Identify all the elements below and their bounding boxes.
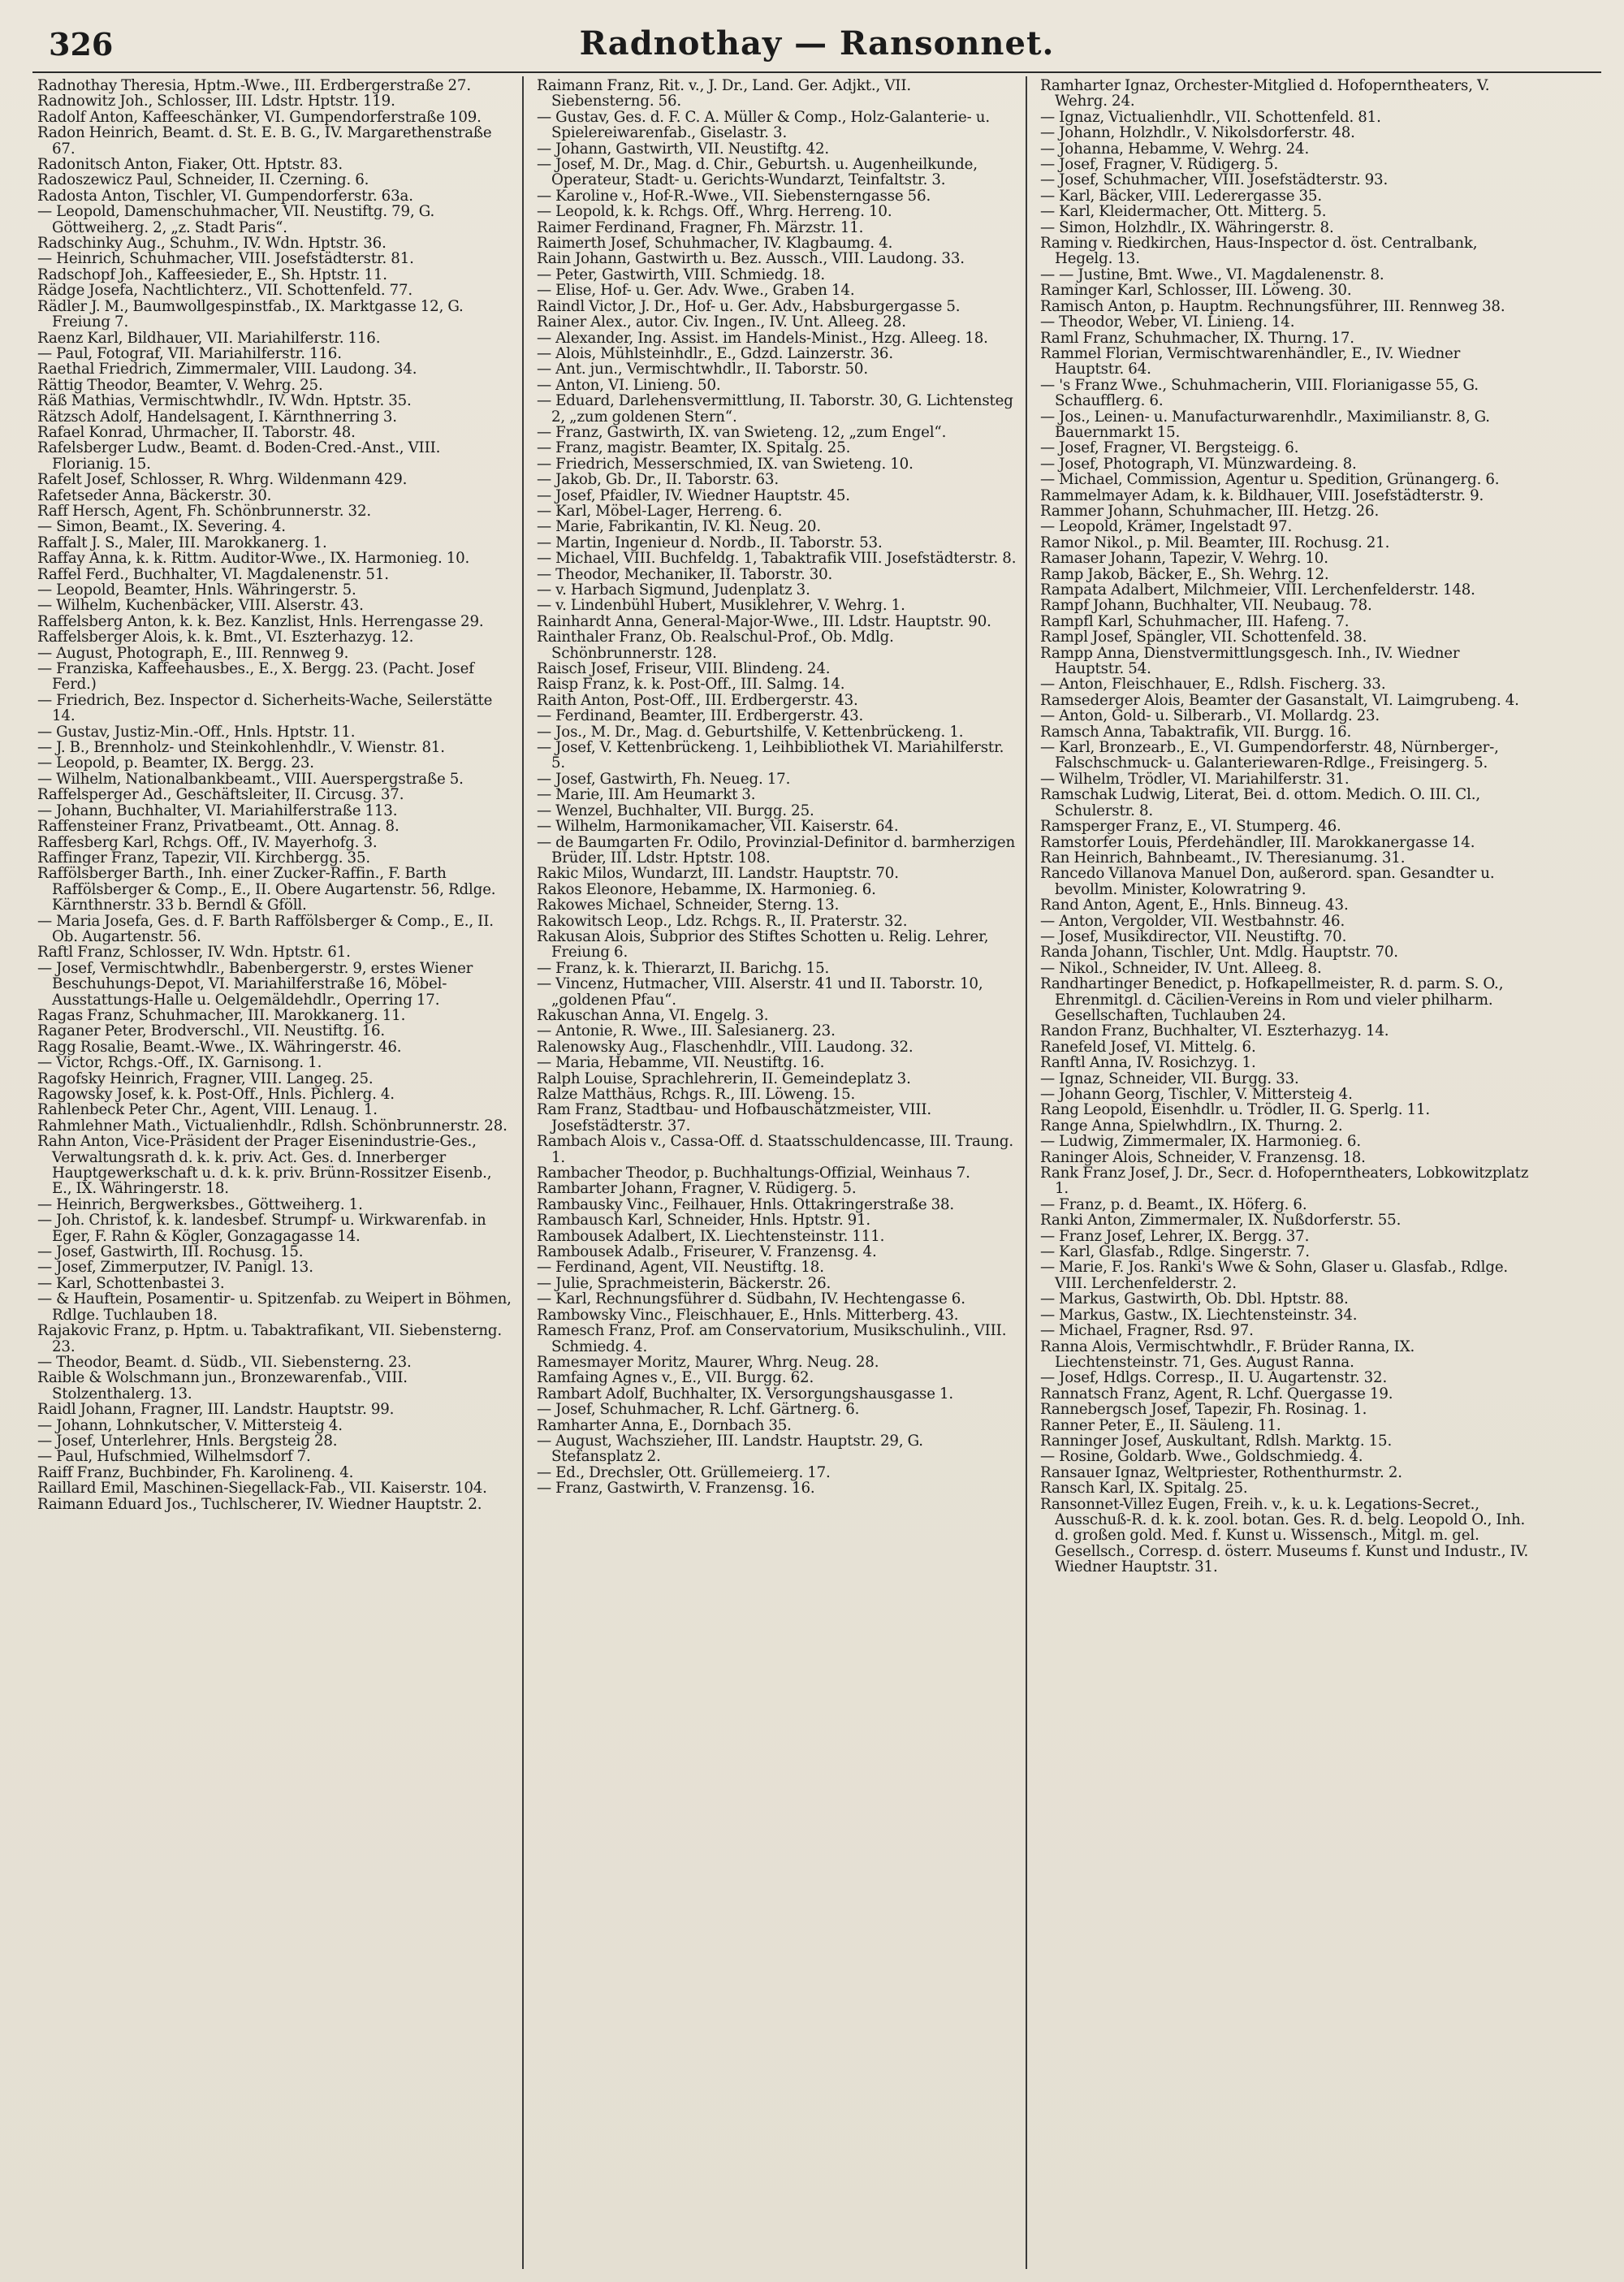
directory-entry: Randhartinger Benedict, p. Hofkapellmeister, R. d. parm. S. O., Ehrenmitgl. d. Cäcilien-Vereins in Rom und vieler philharm. Gesellschaften, Tuchlauben 24.	[1040, 975, 1504, 1024]
directory-entry: — Josef, Hdlgs. Corresp., II. U. Augartenstr. 32.	[1040, 1369, 1388, 1387]
directory-entry: Ran Heinrich, Bahnbeamt., IV. Theresianumg. 31.	[1040, 849, 1406, 867]
directory-entry: — Josef, M. Dr., Mag. d. Chir., Geburtsh. u. Augenheilkunde, Operateur, Stadt- u. Gerichts-Wundarzt, Teinfaltstr. 3.	[537, 156, 978, 189]
directory-entry: — Ferdinand, Beamter, III. Erdbergerstr. 43.	[537, 707, 864, 725]
directory-entry: Radolf Anton, Kaffeeschänker, VI. Gumpendorferstraße 109.	[37, 108, 482, 126]
directory-entry: — Jakob, Gb. Dr., II. Taborstr. 63.	[537, 471, 779, 489]
directory-entry: Ranner Peter, E., II. Säuleng. 11.	[1040, 1416, 1281, 1434]
directory-entry: Raffel Ferd., Buchhalter, VI. Magdalenenstr. 51.	[37, 565, 389, 583]
directory-entry: Raible & Wolschmann jun., Bronzewarenfab., VIII. Stolzenthalerg. 13.	[37, 1369, 408, 1402]
directory-entry: — Franziska, Kaffeehausbes., E., X. Bergg. 23. (Pacht. Josef Ferd.)	[37, 660, 474, 694]
directory-entry: — Anton, Gold- u. Silberarb., VI. Mollardg. 23.	[1040, 707, 1380, 725]
directory-entry: Rambarter Johann, Fragner, V. Rüdigerg. 5.	[537, 1180, 857, 1198]
directory-entry: — Antonie, R. Wwe., III. Salesianerg. 23.	[537, 1022, 836, 1040]
directory-entry: — Franz, p. d. Beamt., IX. Höferg. 6.	[1040, 1195, 1307, 1213]
directory-entry: Rafetseder Anna, Bäckerstr. 30.	[37, 486, 272, 504]
directory-entry: — Alexander, Ing. Assist. im Handels-Minist., Hzg. Alleeg. 18.	[537, 329, 988, 347]
directory-entry: Rädler J. M., Baumwollgespinstfab., IX. Marktgasse 12, G. Freiung 7.	[37, 297, 464, 331]
directory-entry: — Heinrich, Bergwerksbes., Göttweiherg. 1.	[37, 1195, 363, 1213]
directory-entry: Raming v. Riedkirchen, Haus-Inspector d. öst. Centralbank, Hegelg. 13.	[1040, 235, 1478, 268]
directory-entry: Randa Johann, Tischler, Unt. Mdlg. Hauptstr. 70.	[1040, 944, 1398, 962]
directory-entry: — Franz Josef, Lehrer, IX. Bergg. 37.	[1040, 1227, 1310, 1245]
directory-entry: Raml Franz, Schuhmacher, IX. Thurng. 17.	[1040, 329, 1354, 347]
directory-entry: Ralze Matthäus, Rchgs. R., III. Löweng. 15.	[537, 1086, 856, 1103]
directory-entry: — Leopold, Beamter, Hnls. Währingerstr. 5.	[37, 581, 356, 599]
directory-entry: — Anton, Fleischhauer, E., Rdlsh. Fischerg. 33.	[1040, 676, 1386, 694]
directory-entry: Raffalt J. S., Maler, III. Marokkanerg. 1.	[37, 534, 327, 551]
directory-entry: — Theodor, Mechaniker, II. Taborstr. 30.	[537, 565, 833, 583]
directory-entry: Ramaser Johann, Tapezir, V. Wehrg. 10.	[1040, 550, 1328, 568]
directory-entry: — Nikol., Schneider, IV. Unt. Alleeg. 8.	[1040, 959, 1322, 977]
directory-entry: — Gustav, Justiz-Min.-Off., Hnls. Hptstr. 11.	[37, 723, 356, 741]
directory-entry: Radnothay Theresia, Hptm.-Wwe., III. Erdbergerstraße 27.	[37, 77, 471, 94]
directory-entry: — Simon, Holzhdlr., IX. Währingerstr. 8.	[1040, 218, 1334, 236]
directory-entry: Raindl Victor, J. Dr., Hof- u. Ger. Adv., Habsburgergasse 5.	[537, 297, 961, 315]
directory-entry: — Jos., Leinen- u. Manufacturwarenhdlr., Maximilianstr. 8, G. Bauernmarkt 15.	[1040, 408, 1490, 441]
directory-entry: — Josef, Gastwirth, Fh. Neueg. 17.	[537, 770, 791, 788]
directory-entry: — Theodor, Beamt. d. Südb., VII. Siebensterng. 23.	[37, 1353, 412, 1371]
directory-entry: — Franz, Gastwirth, IX. van Swieteng. 12, „zum Engel“.	[537, 423, 947, 441]
directory-entry: — Michael, VIII. Buchfeldg. 1, Tabaktrafik VIII. Josefstädterstr. 8.	[537, 550, 1017, 568]
directory-entry: — Ignaz, Schneider, VII. Burgg. 33.	[1040, 1070, 1299, 1087]
directory-entry: — Franz, Gastwirth, V. Franzensg. 16.	[537, 1480, 815, 1498]
directory-entry: Rahn Anton, Vice-Präsident der Prager Eisenindustrie-Ges., Verwaltungsrath d. k. k. priv. Act. Ges. d. Innerberger Hauptgewerkschaft u. d. k. k. priv. Brünn-Rossitzer Eisenb., E., IX. Währingerstr. 18.	[37, 1133, 492, 1198]
directory-entry: Ramesch Franz, Prof. am Conservatorium, Musikschulinh., VIII. Schmiedg. 4.	[537, 1322, 1007, 1355]
directory-entry: — Ed., Drechsler, Ott. Grüllemeierg. 17.	[537, 1463, 831, 1481]
directory-entry: Radonitsch Anton, Fiaker, Ott. Hptstr. 83.	[37, 156, 343, 174]
directory-entry: — Anton, Vergolder, VII. Westbahnstr. 46.	[1040, 912, 1345, 930]
directory-entry: — Karl, Bronzearb., E., VI. Gumpendorferstr. 48, Nürnberger-, Falschschmuck- u. Galanteriewaren-Rdlge., Freisingerg. 5.	[1040, 739, 1499, 772]
directory-entry: Ramp Jakob, Bäcker, E., Sh. Wehrg. 12.	[1040, 565, 1329, 583]
directory-entry: Raffay Anna, k. k. Rittm. Auditor-Wwe., IX. Harmonieg. 10.	[37, 550, 470, 568]
directory-entry: — Jos., M. Dr., Mag. d. Geburtshilfe, V. Kettenbrückeng. 1.	[537, 723, 964, 741]
directory-entry: Radschopf Joh., Kaffeesieder, E., Sh. Hptstr. 11.	[37, 266, 387, 283]
directory-entry: Ragas Franz, Schuhmacher, III. Marokkanerg. 11.	[37, 1006, 406, 1024]
directory-entry: Rampl Josef, Spängler, VII. Schottenfeld. 38.	[1040, 629, 1367, 646]
directory-entry: — Paul, Fotograf, VII. Mariahilferstr. 116.	[37, 344, 342, 362]
directory-entry: — Karl, Glasfab., Rdlge. Singerstr. 7.	[1040, 1243, 1310, 1261]
directory-entry: Raffölsberger Barth., Inh. einer Zucker-Raffin., F. Barth Raffölsberger & Comp., E., II. Obere Augartenstr. 56, Rdlge. Kärnthnerstr. 33 b. Berndl & Gföll.	[37, 865, 496, 914]
directory-entry: — Johann, Holzhdlr., V. Nikolsdorferstr. 48.	[1040, 124, 1355, 142]
directory-entry: — Wilhelm, Kuchenbäcker, VIII. Alserstr. 43.	[37, 597, 364, 615]
directory-entry: Raffelsberg Anton, k. k. Bez. Kanzlist, Hnls. Herrengasse 29.	[37, 612, 484, 630]
directory-entry: — Maria, Hebamme, VII. Neustiftg. 16.	[537, 1054, 825, 1072]
directory-entry: — Markus, Gastwirth, Ob. Dbl. Hptstr. 88.	[1040, 1290, 1349, 1308]
directory-entry: Ramesmayer Moritz, Maurer, Whrg. Neug. 28.	[537, 1353, 879, 1371]
directory-entry: Ramisch Anton, p. Hauptm. Rechnungsführer, III. Rennweg 38.	[1040, 297, 1505, 315]
directory-entry: Raimann Eduard Jos., Tuchlscherer, IV. Wiedner Hauptstr. 2.	[37, 1495, 482, 1513]
directory-entry: — Michael, Commission, Agentur u. Spedition, Grünangerg. 6.	[1040, 471, 1500, 489]
directory-entry: Rambach Alois v., Cassa-Off. d. Staatsschuldencasse, III. Traung. 1.	[537, 1133, 1013, 1166]
directory-entry: — Johann Georg, Tischler, V. Mittersteig 4.	[1040, 1086, 1353, 1103]
directory-entry: Rancedo Villanova Manuel Don, außerord. span. Gesandter u. bevollm. Minister, Kolowratring 9.	[1040, 865, 1495, 898]
directory-entry: Rammel Florian, Vermischtwarenhändler, E., IV. Wiedner Hauptstr. 64.	[1040, 344, 1461, 378]
directory-entry: Ransauer Ignaz, Weltpriester, Rothenthurmstr. 2.	[1040, 1463, 1402, 1481]
directory-entry: — Karl, Schottenbastei 3.	[37, 1274, 225, 1292]
directory-entry: — Gustav, Ges. d. F. C. A. Müller & Comp., Holz-Galanterie- u. Spielereiwarenfab., Giselastr. 3.	[537, 108, 990, 142]
page-number: 326	[49, 26, 114, 63]
directory-entry: — Karoline v., Hof-R.-Wwe., VII. Siebensterngasse 56.	[537, 187, 931, 205]
directory-entry: — Friedrich, Messerschmied, IX. van Swieteng. 10.	[537, 455, 914, 473]
directory-entry: Rambousek Adalbert, IX. Liechtensteinstr. 111.	[537, 1227, 885, 1245]
directory-entry: Rannatsch Franz, Agent, R. Lchf. Quergasse 19.	[1040, 1385, 1393, 1402]
page-header	[32, 15, 1601, 73]
directory-entry: — & Hauftein, Posamentir- u. Spitzenfab. zu Weipert in Böhmen, Rdlge. Tuchlauben 18.	[37, 1290, 512, 1324]
directory-entry: — Josef, Schuhmacher, VIII. Josefstädterstr. 93.	[1040, 171, 1389, 189]
directory-entry: Radoszewicz Paul, Schneider, II. Czerning. 6.	[37, 171, 369, 189]
directory-entry: Radnowitz Joh., Schlosser, III. Ldstr. Hptstr. 119.	[37, 93, 395, 110]
directory-entry: Rammelmayer Adam, k. k. Bildhauer, VIII. Josefstädterstr. 9.	[1040, 486, 1484, 504]
directory-entry: Raimann Franz, Rit. v., J. Dr., Land. Ger. Adjkt., VII. Siebensterng. 56.	[537, 77, 911, 110]
directory-entry: — Josef, Gastwirth, III. Rochusg. 15.	[37, 1243, 304, 1261]
directory-entry: Ramsederger Alois, Beamter der Gasanstalt, VI. Laimgrubeng. 4.	[1040, 691, 1519, 709]
directory-entry: — Johanna, Hebamme, V. Wehrg. 24.	[1040, 140, 1310, 158]
directory-entry: Räß Mathias, Vermischtwhdlr., IV. Wdn. Hptstr. 35.	[37, 392, 412, 410]
directory-entry: Raenz Karl, Bildhauer, VII. Mariahilferstr. 116.	[37, 329, 381, 347]
directory-entry: — Anton, VI. Linieng. 50.	[537, 376, 721, 394]
directory-entry: — Marie, Fabrikantin, IV. Kl. Neug. 20.	[537, 518, 821, 536]
directory-entry: Raffinger Franz, Tapezir, VII. Kirchbergg. 35.	[37, 849, 371, 867]
directory-entry: — Johann, Gastwirth, VII. Neustiftg. 42.	[537, 140, 830, 158]
directory-entry: — Ignaz, Victualienhdlr., VII. Schottenfeld. 81.	[1040, 108, 1381, 126]
directory-entry: — Karl, Bäcker, VIII. Lederergasse 35.	[1040, 187, 1322, 205]
directory-entry: — Marie, F. Jos. Ranki's Wwe & Sohn, Glaser u. Glasfab., Rdlge. VIII. Lerchenfelderstr. 2.	[1040, 1259, 1509, 1292]
directory-entry: Ranefeld Josef, VI. Mittelg. 6.	[1040, 1038, 1256, 1056]
directory-entry: Rampf Johann, Buchhalter, VII. Neubaug. 78.	[1040, 597, 1372, 615]
directory-entry: — Josef, Photograph, VI. Münzwardeing. 8.	[1040, 455, 1357, 473]
directory-entry: Radschinky Aug., Schuhm., IV. Wdn. Hptstr. 36.	[37, 235, 387, 253]
directory-entry: — — Justine, Bmt. Wwe., VI. Magdalenenstr. 8.	[1040, 266, 1384, 283]
directory-entry: — de Baumgarten Fr. Odilo, Provinzial-Definitor d. barmherzigen Brüder, III. Ldstr. Hptstr. 108.	[537, 833, 1016, 867]
directory-entry: — Alois, Mühlsteinhdlr., E., Gdzd. Lainzerstr. 36.	[537, 344, 893, 362]
directory-entry: Rampp Anna, Dienstvermittlungsgesch. Inh., IV. Wiedner Hauptstr. 54.	[1040, 644, 1460, 678]
directory-entry: — Martin, Ingenieur d. Nordb., II. Taborstr. 53.	[537, 534, 883, 551]
directory-entry: — Maria Josefa, Ges. d. F. Barth Raffölsberger & Comp., E., II. Ob. Augartenstr. 56.	[37, 912, 494, 945]
directory-entry: — Leopold, p. Beamter, IX. Bergg. 23.	[37, 754, 314, 772]
directory-entry: — Ant. jun., Vermischtwhdlr., II. Taborstr. 50.	[537, 361, 868, 378]
directory-entry: Raidl Johann, Fragner, III. Landstr. Hauptstr. 99.	[37, 1401, 395, 1419]
directory-entry: Rahlenbeck Peter Chr., Agent, VIII. Lenaug. 1.	[37, 1101, 378, 1119]
directory-entry: — August, Photograph, E., III. Rennweg 9.	[37, 644, 349, 662]
directory-entry: Range Anna, Spielwhdlrn., IX. Thurng. 2.	[1040, 1117, 1343, 1135]
directory-entry: Rainer Alex., autor. Civ. Ingen., IV. Unt. Alleeg. 28.	[537, 313, 906, 331]
directory-entry: Radosta Anton, Tischler, VI. Gumpendorferstr. 63a.	[37, 187, 413, 205]
directory-entry: Rafelt Josef, Schlosser, R. Whrg. Wildenmann 429.	[37, 471, 408, 489]
directory-entry: — Heinrich, Schuhmacher, VIII. Josefstädterstr. 81.	[37, 250, 414, 268]
directory-entry: Rambausky Vinc., Feilhauer, Hnls. Ottakringerstraße 38.	[537, 1195, 955, 1213]
directory-entry: Raganer Peter, Brodverschl., VII. Neustiftg. 16.	[37, 1022, 386, 1040]
directory-entry: — Franz, k. k. Thierarzt, II. Barichg. 15.	[537, 959, 830, 977]
directory-entry: Rättig Theodor, Beamter, V. Wehrg. 25.	[37, 376, 323, 394]
directory-entry: Raninger Alois, Schneider, V. Franzensg. 18.	[1040, 1148, 1366, 1166]
column-3	[1035, 76, 1539, 2269]
directory-entry: Ralph Louise, Sprachlehrerin, II. Gemeindeplatz 3.	[537, 1070, 911, 1087]
directory-entry: — Johann, Buchhalter, VI. Mariahilferstraße 113.	[37, 802, 398, 819]
directory-entry: Rakusan Alois, Subprior des Stiftes Schotten u. Relig. Lehrer, Freiung 6.	[537, 927, 989, 962]
directory-entry: Ranninger Josef, Auskultant, Rdlsh. Marktg. 15.	[1040, 1432, 1393, 1450]
directory-entry: Rakowes Michael, Schneider, Sterng. 13.	[537, 897, 840, 914]
directory-entry: — Josef, Fragner, VI. Bergsteigg. 6.	[1040, 439, 1299, 457]
directory-entry: Raffelsperger Ad., Geschäftsleiter, II. Circusg. 37.	[37, 786, 404, 804]
directory-entry: — Paul, Hufschmied, Wilhelmsdorf 7.	[37, 1448, 311, 1466]
directory-entry: Rätzsch Adolf, Handelsagent, I. Kärnthnerring 3.	[37, 408, 397, 426]
directory-entry: Ramstorfer Louis, Pferdehändler, III. Marokkanergasse 14.	[1040, 833, 1475, 851]
directory-entry: — Josef, Vermischtwhdlr., Babenbergerstr. 9, erstes Wiener Beschuhungs-Depot, VI. Mariahilferstraße 16, Möbel-Ausstattungs-Halle u. Oelgemäldehdlr., Operring 17.	[37, 959, 473, 1009]
directory-entry: — Wilhelm, Nationalbankbeamt., VIII. Auerspergstraße 5.	[37, 770, 464, 788]
directory-entry: Rambowsky Vinc., Fleischhauer, E., Hnls. Mitterberg. 43.	[537, 1306, 959, 1324]
directory-entry: Ransch Karl, IX. Spitalg. 25.	[1040, 1480, 1248, 1498]
directory-entry: — Karl, Kleidermacher, Ott. Mitterg. 5.	[1040, 203, 1327, 221]
directory-entry: Ram Franz, Stadtbau- und Hofbauschätzmeister, VIII. Josefstädterstr. 37.	[537, 1101, 932, 1135]
directory-entry: — Wilhelm, Trödler, VI. Mariahilferstr. 31.	[1040, 770, 1350, 788]
directory-entry: — Wilhelm, Harmonikamacher, VII. Kaiserstr. 64.	[537, 818, 899, 836]
directory-entry: — Friedrich, Bez. Inspector d. Sicherheits-Wache, Seilerstätte 14.	[37, 691, 493, 725]
directory-entry: Ranftl Anna, IV. Rosichzyg. 1.	[1040, 1054, 1256, 1072]
directory-entry: Ramor Nikol., p. Mil. Beamter, III. Rochusg. 21.	[1040, 534, 1390, 551]
directory-entry: Rädge Josefa, Nachtlichterz., VII. Schottenfeld. 77.	[37, 282, 413, 300]
directory-entry: — Elise, Hof- u. Ger. Adv. Wwe., Graben 14.	[537, 282, 855, 300]
directory-entry: — Peter, Gastwirth, VIII. Schmiedg. 18.	[537, 266, 826, 283]
directory-entry: Ramharter Ignaz, Orchester-Mitglied d. Hofoperntheaters, V. Wehrg. 24.	[1040, 77, 1490, 110]
directory-entry: — Wenzel, Buchhalter, VII. Burgg. 25.	[537, 802, 814, 819]
directory-entry: — Rosine, Goldarb. Wwe., Goldschmiedg. 4.	[1040, 1448, 1363, 1466]
directory-entry: — Karl, Rechnungsführer d. Südbahn, IV. Hechtengasse 6.	[537, 1290, 965, 1308]
directory-entry: Rambart Adolf, Buchhalter, IX. Versorgungshausgasse 1.	[537, 1385, 954, 1402]
directory-entry: Raethal Friedrich, Zimmermaler, VIII. Laudong. 34.	[37, 361, 417, 378]
directory-entry: Rand Anton, Agent, E., Hnls. Binneug. 43.	[1040, 897, 1349, 914]
directory-entry: — Marie, III. Am Heumarkt 3.	[537, 786, 756, 804]
directory-entry: — v. Lindenbühl Hubert, Musiklehrer, V. Wehrg. 1.	[537, 597, 905, 615]
directory-entry: Rafael Konrad, Uhrmacher, II. Taborstr. 48.	[37, 423, 356, 441]
directory-entry: Ransonnet-Villez Eugen, Freih. v., k. u. k. Legations-Secret., Ausschuß-R. d. k. k. zool. botan. Ges. R. d. belg. Leopold O., Inh. d. großen gold. Med. f. Kunst u. Wissensch., Mitgl. m. gel. Gesellsch., Corresp. d. österr. Museums f. Kunst und Industr., IV. Wiedner Hauptstr. 31.	[1040, 1495, 1529, 1576]
directory-entry: Ramfaing Agnes v., E., VII. Burgg. 62.	[537, 1369, 814, 1387]
directory-entry: — Leopold, Damenschuhmacher, VII. Neustiftg. 79, G. Göttweiherg. 2, „z. Stadt Paris“.	[37, 203, 435, 236]
column-1	[32, 76, 524, 2269]
directory-entry: Rannebergsch Josef, Tapezir, Fh. Rosinag. 1.	[1040, 1401, 1367, 1419]
directory-entry: — Karl, Möbel-Lager, Herreng. 6.	[537, 502, 783, 520]
directory-entry: Rank Franz Josef, J. Dr., Secr. d. Hofoperntheaters, Lobkowitzplatz 1.	[1040, 1165, 1529, 1198]
directory-entry: — Josef, Fragner, V. Rüdigerg. 5.	[1040, 156, 1279, 174]
directory-entry: — Leopold, k. k. Rchgs. Off., Whrg. Herreng. 10.	[537, 203, 892, 221]
directory-entry: Rakowitsch Leop., Ldz. Rchgs. R., II. Praterstr. 32.	[537, 912, 908, 930]
directory-entry: Rambacher Theodor, p. Buchhaltungs-Offizial, Weinhaus 7.	[537, 1165, 970, 1182]
directory-entry: Raftl Franz, Schlosser, IV. Wdn. Hptstr. 61.	[37, 944, 351, 962]
directory-entry: Rambausch Karl, Schneider, Hnls. Hptstr. 91.	[537, 1212, 871, 1230]
directory-entry: Rampfl Karl, Schuhmacher, III. Hafeng. 7.	[1040, 612, 1350, 630]
directory-entry: Raillard Emil, Maschinen-Siegellack-Fab., VII. Kaiserstr. 104.	[37, 1480, 487, 1498]
directory-entry: — Josef, V. Kettenbrückeng. 1, Leihbibliothek VI. Mariahilferstr. 5.	[537, 739, 1004, 772]
directory-entry: — Johann, Lohnkutscher, V. Mittersteig 4.	[37, 1416, 343, 1434]
directory-entry: Radon Heinrich, Beamt. d. St. E. B. G., IV. Margarethenstraße 67.	[37, 124, 492, 158]
directory-entry: — Ludwig, Zimmermaler, IX. Harmonieg. 6.	[1040, 1133, 1361, 1151]
directory-entry: — J. B., Brennholz- und Steinkohlenhdlr., V. Wienstr. 81.	[37, 739, 445, 757]
directory-entry: Rakos Eleonore, Hebamme, IX. Harmonieg. 6.	[537, 880, 876, 898]
directory-entry: — Franz, magistr. Beamter, IX. Spitalg. 25.	[537, 439, 851, 457]
directory-entry: — Josef, Pfaidler, IV. Wiedner Hauptstr. 45.	[537, 486, 850, 504]
directory-entry: — Eduard, Darlehensvermittlung, II. Taborstr. 30, G. Lichtensteg 2, „zum goldenen Stern“.	[537, 392, 1013, 426]
directory-entry: Ramharter Anna, E., Dornbach 35.	[537, 1416, 792, 1434]
directory-entry: Raffensteiner Franz, Privatbeamt., Ott. Annag. 8.	[37, 818, 400, 836]
directory-entry: Ramsperger Franz, E., VI. Stumperg. 46.	[1040, 818, 1341, 836]
directory-entry: Raiff Franz, Buchbinder, Fh. Karolineng. 4.	[37, 1463, 354, 1481]
directory-entry: — Josef, Zimmerputzer, IV. Panigl. 13.	[37, 1259, 313, 1277]
directory-entry: — Vincenz, Hutmacher, VIII. Alserstr. 41 und II. Taborstr. 10, „goldenen Pfau“.	[537, 975, 983, 1009]
directory-entry: Rampata Adalbert, Milchmeier, VIII. Lerchenfelderstr. 148.	[1040, 581, 1475, 599]
directory-entry: Ramsch Anna, Tabaktrafik, VII. Burgg. 16.	[1040, 723, 1352, 741]
directory-entry: — Josef, Unterlehrer, Hnls. Bergsteig 28.	[37, 1432, 338, 1450]
directory-entry: — Theodor, Weber, VI. Linieng. 14.	[1040, 313, 1295, 331]
directory-entry: Raisch Josef, Friseur, VIII. Blindeng. 24.	[537, 660, 831, 678]
directory-entry: Raminger Karl, Schlosser, III. Löweng. 30.	[1040, 282, 1352, 300]
directory-entry: — August, Wachszieher, III. Landstr. Hauptstr. 29, G. Stefansplatz 2.	[537, 1432, 923, 1466]
directory-entry: — Joh. Christof, k. k. landesbef. Strumpf- u. Wirkwarenfab. in Eger, F. Rahn & Kögler, Gonzagagasse 14.	[37, 1212, 486, 1245]
directory-entry: Raimer Ferdinand, Fragner, Fh. Märzstr. 11.	[537, 218, 864, 236]
directory-entry: — Leopold, Krämer, Ingelstadt 97.	[1040, 518, 1293, 536]
directory-entry: — 's Franz Wwe., Schuhmacherin, VIII. Florianigasse 55, G. Schaufflerg. 6.	[1040, 376, 1479, 410]
directory-entry: Rain Johann, Gastwirth u. Bez. Aussch., VIII. Laudong. 33.	[537, 250, 965, 268]
running-head: Radnothay — Ransonnet.	[579, 24, 1055, 63]
directory-entry: Rajakovic Franz, p. Hptm. u. Tabaktrafikant, VII. Siebensterng. 23.	[37, 1322, 503, 1355]
directory-entry: — Markus, Gastw., IX. Liechtensteinstr. 34.	[1040, 1306, 1358, 1324]
directory-entry: Rafelsberger Ludw., Beamt. d. Boden-Cred.-Anst., VIII. Florianig. 15.	[37, 439, 441, 473]
directory-entry: Ranna Alois, Vermischtwhdlr., F. Brüder Ranna, IX. Liechtensteinstr. 71, Ges. August Ranna.	[1040, 1338, 1415, 1371]
directory-entry: — Ferdinand, Agent, VII. Neustiftg. 18.	[537, 1259, 824, 1277]
directory-entry: Rainhardt Anna, General-Major-Wwe., III. Ldstr. Hauptstr. 90.	[537, 612, 991, 630]
directory-entry: Raff Hersch, Agent, Fh. Schönbrunnerstr. 32.	[37, 502, 372, 520]
directory-entry: Rambousek Adalb., Friseurer, V. Franzensg. 4.	[537, 1243, 877, 1261]
directory-entry: — v. Harbach Sigmund, Judenplatz 3.	[537, 581, 810, 599]
directory-entry: Rakuschan Anna, VI. Engelg. 3.	[537, 1006, 769, 1024]
directory-entry: Ramschak Ludwig, Literat, Bei. d. ottom. Medich. O. III. Cl., Schulerstr. 8.	[1040, 786, 1480, 819]
directory-entry: Ragofsky Heinrich, Fragner, VIII. Langeg. 25.	[37, 1070, 374, 1087]
directory-entry: Rang Leopold, Eisenhdlr. u. Trödler, II. G. Sperlg. 11.	[1040, 1101, 1430, 1119]
directory-entry: — Josef, Schuhmacher, R. Lchf. Gärtnerg. 6.	[537, 1401, 860, 1419]
directory-entry: — Victor, Rchgs.-Off., IX. Garnisong. 1.	[37, 1054, 322, 1072]
directory-entry: Raith Anton, Post-Off., III. Erdbergerstr. 43.	[537, 691, 858, 709]
directory-entry: Randon Franz, Buchhalter, VI. Eszterhazyg. 14.	[1040, 1022, 1389, 1040]
directory-entry: Ragowsky Josef, k. k. Post-Off., Hnls. Pichlerg. 4.	[37, 1086, 395, 1103]
directory-entry: Rammer Johann, Schuhmacher, III. Hetzg. 26.	[1040, 502, 1380, 520]
directory-entry: Ragg Rosalie, Beamt.-Wwe., IX. Währingerstr. 46.	[37, 1038, 402, 1056]
directory-entry: Raimerth Josef, Schuhmacher, IV. Klagbaumg. 4.	[537, 235, 893, 253]
directory-entry: Raffesberg Karl, Rchgs. Off., IV. Mayerhofg. 3.	[37, 833, 378, 851]
directory-entry: — Josef, Musikdirector, VII. Neustiftg. 70.	[1040, 927, 1347, 945]
directory-entry: — Michael, Fragner, Rsd. 97.	[1040, 1322, 1254, 1340]
directory-entry: Rakic Milos, Wundarzt, III. Landstr. Hauptstr. 70.	[537, 865, 899, 883]
directory-entry: Rainthaler Franz, Ob. Realschul-Prof., Ob. Mdlg. Schönbrunnerstr. 128.	[537, 629, 894, 662]
directory-entry: — Simon, Beamt., IX. Severing. 4.	[37, 518, 286, 536]
directory-entry: Ranki Anton, Zimmermaler, IX. Nußdorferstr. 55.	[1040, 1212, 1402, 1230]
column-2	[532, 76, 1027, 2269]
directory-entry: Rahmlehner Math., Victualienhdlr., Rdlsh. Schönbrunnerstr. 28.	[37, 1117, 508, 1135]
directory-entry: Raffelsberger Alois, k. k. Bmt., VI. Eszterhazyg. 12.	[37, 629, 414, 646]
columns	[32, 76, 1601, 2269]
directory-entry: Raisp Franz, k. k. Post-Off., III. Salmg. 14.	[537, 676, 845, 694]
directory-entry: Ralenowsky Aug., Flaschenhdlr., VIII. Laudong. 32.	[537, 1038, 914, 1056]
directory-entry: — Julie, Sprachmeisterin, Bäckerstr. 26.	[537, 1274, 831, 1292]
